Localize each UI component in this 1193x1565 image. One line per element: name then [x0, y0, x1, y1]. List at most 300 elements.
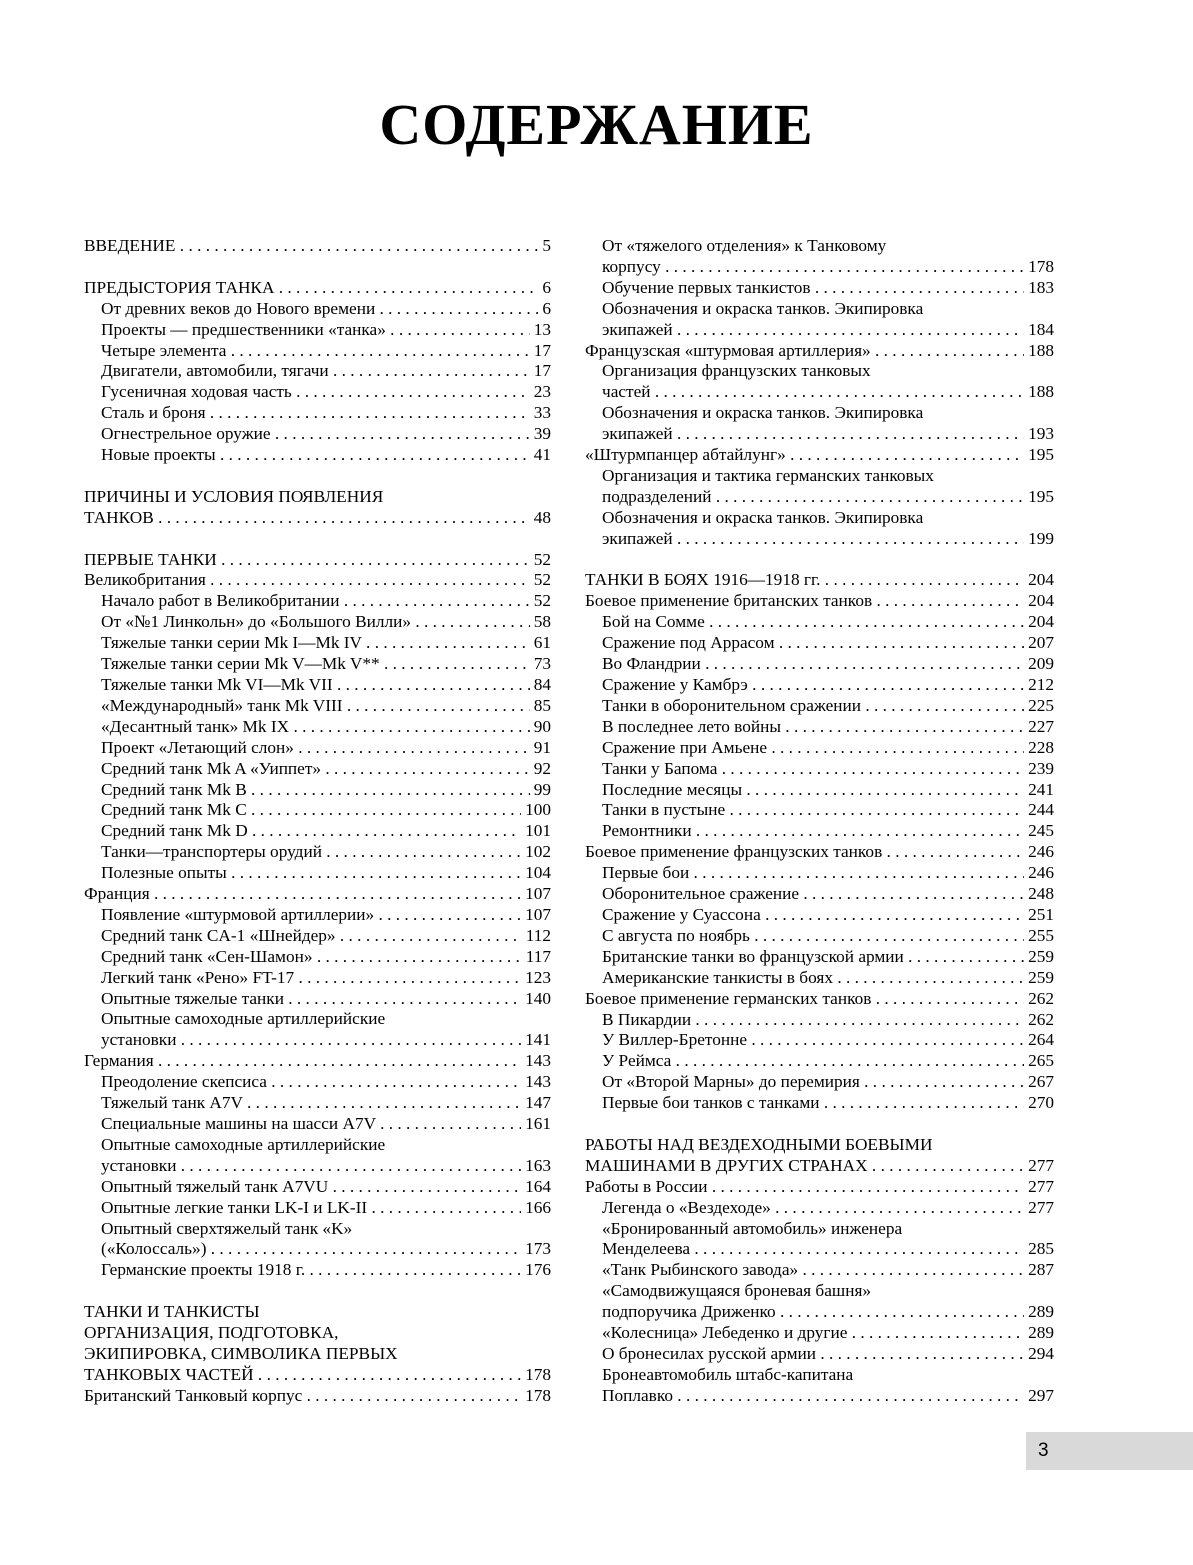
toc-subsection-entry[interactable]: [585, 487, 1054, 508]
toc-subsection-entry[interactable]: [84, 863, 551, 884]
toc-subsection-entry[interactable]: [84, 320, 551, 341]
toc-section-entry[interactable]: [585, 570, 1054, 591]
toc-section-entry[interactable]: [84, 1051, 551, 1072]
toc-entry-page: 161: [525, 1114, 551, 1134]
toc-subsection-entry[interactable]: [84, 842, 551, 863]
toc-subsection-entry[interactable]: [84, 968, 551, 989]
toc-subsection-entry[interactable]: [84, 926, 551, 947]
toc-entry-title: Сражение у Суассона . . .: [602, 905, 1024, 926]
toc-entry-title: В последнее лето войны . . .: [602, 717, 1024, 738]
toc-entry-title: Проект «Летающий слон» . . .: [101, 738, 530, 759]
toc-entry-page: 270: [1028, 1093, 1054, 1113]
toc-entry-title: подразделений . . .: [602, 487, 1024, 508]
toc-entry-page: 246: [1028, 863, 1054, 883]
toc-entry-page: 199: [1028, 528, 1054, 548]
toc-subsection-entry[interactable]: [585, 947, 1054, 968]
toc-subsection-entry[interactable]: [585, 1386, 1054, 1407]
toc-entry-title: Средний танк CA-1 «Шнейдер» . . .: [101, 926, 522, 947]
toc-subsection-entry[interactable]: [84, 633, 551, 654]
toc-subsection-entry[interactable]: [585, 424, 1054, 445]
toc-entry-title: От древних веков до Нового времени . . .: [101, 299, 538, 320]
section-spacer: [585, 1114, 1054, 1135]
toc-entry-page: 17: [533, 340, 551, 360]
toc-entry-title: Преодоление скепсиса . . .: [101, 1072, 521, 1093]
toc-entry-page: 204: [1028, 570, 1054, 590]
toc-entry-page: 52: [533, 549, 551, 569]
toc-entry-title: «Бронированный автомобиль» инженера: [602, 1218, 903, 1238]
toc-entry-page: 48: [533, 507, 551, 527]
toc-entry-page: 287: [1028, 1260, 1054, 1280]
toc-entry-page: 264: [1028, 1030, 1054, 1050]
toc-subsection-entry[interactable]: [585, 320, 1054, 341]
toc-subsection-entry[interactable]: [84, 780, 551, 801]
toc-entry-title: Опытный сверхтяжелый танк «K»: [101, 1218, 353, 1238]
toc-section-entry[interactable]: [585, 1156, 1054, 1177]
page-title: СОДЕРЖАНИЕ: [379, 92, 814, 157]
toc-entry-title: Сражение при Амьене . . .: [602, 738, 1024, 759]
toc-entry-page: 107: [525, 884, 551, 904]
toc-entry-title: Франция . . .: [84, 884, 521, 905]
toc-section-entry[interactable]: [84, 550, 551, 571]
toc-subsection-entry[interactable]: [84, 361, 551, 382]
toc-entry-title: «Десантный танк» Mk IX . . .: [101, 717, 530, 738]
toc-entry-page: 23: [533, 382, 551, 402]
toc-entry-page: 52: [533, 570, 551, 590]
toc-entry-title: Опытные тяжелые танки . . .: [101, 989, 521, 1010]
toc-entry-page: 251: [1028, 904, 1054, 924]
toc-section-entry[interactable]: [84, 508, 551, 529]
toc-entry-page: 207: [1028, 633, 1054, 653]
toc-subsection-entry[interactable]: [84, 717, 551, 738]
toc-subsection-entry[interactable]: [84, 738, 551, 759]
toc-entry-title: «Самодвижущаяся броневая башня»: [602, 1281, 872, 1301]
toc-subsection-entry[interactable]: [585, 382, 1054, 403]
toc-entry-title: ТАНКОВ . . .: [84, 508, 530, 529]
toc-subsection-entry[interactable]: [585, 654, 1054, 675]
toc-entry-title: От «№1 Линкольн» до «Большого Вилли» . . .: [101, 612, 530, 633]
toc-entry-title: Во Фландрии . . .: [602, 654, 1024, 675]
toc-entry-title: Бой на Сомме . . .: [602, 612, 1024, 633]
toc-entry-title: Средний танк Mk A «Уиппет» . . .: [101, 759, 530, 780]
section-spacer: [585, 550, 1054, 571]
toc-entry-title: Тяжелый танк A7V . . .: [101, 1093, 521, 1114]
toc-entry-title: Германские проекты 1918 г. . . .: [101, 1260, 521, 1281]
toc-entry-page: 99: [533, 779, 551, 799]
toc-entry-title: Боевое применение французских танков . . .: [585, 842, 1024, 863]
toc-subsection-entry[interactable]: [84, 905, 551, 926]
toc-entry-title: ТАНКОВЫХ ЧАСТЕЙ . . .: [84, 1365, 521, 1386]
toc-entry-page: 6: [542, 298, 551, 318]
toc-subsection-entry[interactable]: [585, 780, 1054, 801]
toc-entry-title: У Реймса . . .: [602, 1051, 1024, 1072]
toc-entry-page: 164: [525, 1176, 551, 1196]
toc-section-entry[interactable]: [585, 341, 1054, 362]
toc-subsection-entry[interactable]: [585, 466, 1054, 487]
toc-entry-page: 58: [533, 612, 551, 632]
toc-entry-title: Французская «штурмовая артиллерия» . . .: [585, 341, 1024, 362]
toc-entry-page: 90: [533, 716, 551, 736]
toc-entry-page: 225: [1028, 695, 1054, 715]
toc-entry-title: Великобритания . . .: [84, 570, 530, 591]
toc-entry-page: 102: [525, 842, 551, 862]
section-spacer: [84, 257, 551, 278]
toc-entry-title: Появление «штурмовой артиллерии» . . .: [101, 905, 521, 926]
toc-entry-title: Поплавко . . .: [602, 1386, 1024, 1407]
toc-subsection-entry[interactable]: [585, 508, 1054, 529]
toc-entry-title: ОРГАНИЗАЦИЯ, ПОДГОТОВКА,: [84, 1323, 339, 1343]
toc-entry-page: 209: [1028, 654, 1054, 674]
toc-entry-page: 195: [1028, 445, 1054, 465]
toc-entry-title: («Колоссаль») . . .: [101, 1239, 521, 1260]
toc-subsection-entry[interactable]: [585, 633, 1054, 654]
toc-entry-page: 193: [1028, 424, 1054, 444]
toc-entry-page: 259: [1028, 967, 1054, 987]
toc-subsection-entry[interactable]: [84, 675, 551, 696]
toc-section-entry[interactable]: [585, 591, 1054, 612]
toc-entry-page: 100: [525, 800, 551, 820]
toc-entry-title: Средний танк Mk C . . .: [101, 800, 521, 821]
toc-entry-title: Четыре элемента . . .: [101, 341, 530, 362]
toc-entry-title: Организация и тактика германских танковых: [602, 465, 934, 485]
toc-entry-page: 248: [1028, 884, 1054, 904]
toc-entry-page: 277: [1028, 1155, 1054, 1175]
toc-subsection-entry[interactable]: [585, 403, 1054, 424]
toc-section-entry[interactable]: [585, 1135, 1054, 1156]
toc-entry-page: 178: [525, 1364, 551, 1384]
toc-subsection-entry[interactable]: [84, 1177, 551, 1198]
toc-entry-title: Двигатели, автомобили, тягачи . . .: [101, 361, 530, 382]
page-number-box: [1026, 1432, 1193, 1470]
toc-entry-title: «Танк Рыбинского завода» . . .: [602, 1260, 1024, 1281]
toc-entry-page: 244: [1028, 800, 1054, 820]
toc-right-column: [585, 236, 1054, 1407]
toc-entry-title: Опытные легкие танки LK-I и LK-II . . .: [101, 1198, 521, 1219]
toc-entry-page: 184: [1028, 319, 1054, 339]
toc-entry-title: Гусеничная ходовая часть . . .: [101, 382, 530, 403]
toc-entry-page: 246: [1028, 842, 1054, 862]
toc-entry-title: Средний танк Mk B . . .: [101, 780, 530, 801]
toc-subsection-entry[interactable]: [585, 1365, 1054, 1386]
toc-entry-page: 277: [1028, 1197, 1054, 1217]
toc-entry-page: 183: [1028, 277, 1054, 297]
toc-entry-title: Тяжелые танки серии Mk I—Mk IV . . .: [101, 633, 530, 654]
toc-subsection-entry[interactable]: [585, 236, 1054, 257]
toc-subsection-entry[interactable]: [585, 905, 1054, 926]
toc-entry-title: Бронеавтомобиль штабс-капитана: [602, 1364, 854, 1384]
toc-entry-page: 140: [525, 988, 551, 1008]
toc-subsection-entry[interactable]: [585, 800, 1054, 821]
toc-entry-title: «Международный» танк Mk VIII . . .: [101, 696, 530, 717]
toc-subsection-entry[interactable]: [585, 759, 1054, 780]
toc-entry-page: 178: [525, 1385, 551, 1405]
toc-entry-page: 178: [1028, 256, 1054, 276]
toc-entry-page: 143: [525, 1051, 551, 1071]
toc-entry-title: С августа по ноябрь . . .: [602, 926, 1024, 947]
toc-subsection-entry[interactable]: [585, 1010, 1054, 1031]
toc-subsection-entry[interactable]: [585, 926, 1054, 947]
toc-entry-title: частей . . .: [602, 382, 1024, 403]
toc-subsection-entry[interactable]: [585, 675, 1054, 696]
section-spacer: [84, 466, 551, 487]
toc-subsection-entry[interactable]: [585, 1051, 1054, 1072]
toc-entry-page: 85: [533, 695, 551, 715]
toc-entry-page: 212: [1028, 675, 1054, 695]
toc-entry-title: Огнестрельное оружие . . .: [101, 424, 530, 445]
toc-subsection-entry[interactable]: [585, 738, 1054, 759]
toc-section-entry[interactable]: [585, 445, 1054, 466]
toc-section-entry[interactable]: [84, 570, 551, 591]
toc-subsection-entry[interactable]: [84, 1009, 551, 1030]
toc-subsection-entry[interactable]: [585, 717, 1054, 738]
toc-section-entry[interactable]: [84, 884, 551, 905]
toc-entry-page: 239: [1028, 758, 1054, 778]
toc-subsection-entry[interactable]: [84, 1239, 551, 1260]
toc-entry-page: 13: [533, 319, 551, 339]
toc-subsection-entry[interactable]: [84, 1156, 551, 1177]
toc-entry-title: Полезные опыты . . .: [101, 863, 521, 884]
toc-subsection-entry[interactable]: [84, 382, 551, 403]
toc-subsection-entry[interactable]: [84, 759, 551, 780]
toc-entry-page: 173: [525, 1239, 551, 1259]
toc-entry-page: 112: [525, 925, 551, 945]
toc-subsection-entry[interactable]: [585, 884, 1054, 905]
toc-entry-page: 6: [542, 277, 551, 297]
toc-entry-title: «Штурмпанцер абтайлунг» . . .: [585, 445, 1024, 466]
toc-entry-title: Легенда о «Вездеходе» . . .: [602, 1198, 1024, 1219]
page-number: 3: [1038, 1440, 1049, 1461]
toc-entry-title: Специальные машины на шасси A7V . . .: [101, 1114, 521, 1135]
toc-entry-title: ПЕРВЫЕ ТАНКИ . . .: [84, 550, 530, 571]
section-spacer: [84, 1281, 551, 1302]
toc-entry-title: ПРИЧИНЫ И УСЛОВИЯ ПОЯВЛЕНИЯ: [84, 486, 384, 506]
section-spacer: [84, 529, 551, 550]
toc-subsection-entry[interactable]: [585, 529, 1054, 550]
toc-entry-title: Сражение у Камбрэ . . .: [602, 675, 1024, 696]
toc-entry-page: 255: [1028, 925, 1054, 945]
toc-entry-title: Танки—транспортеры орудий . . .: [101, 842, 521, 863]
toc-subsection-entry[interactable]: [585, 1260, 1054, 1281]
toc-entry-page: 17: [533, 361, 551, 381]
toc-subsection-entry[interactable]: [84, 696, 551, 717]
toc-entry-title: установки . . .: [101, 1156, 521, 1177]
toc-entry-title: МАШИНАМИ В ДРУГИХ СТРАНАХ . . .: [585, 1156, 1024, 1177]
toc-subsection-entry[interactable]: [585, 612, 1054, 633]
toc-entry-page: 267: [1028, 1072, 1054, 1092]
toc-section-entry[interactable]: [84, 1323, 551, 1344]
toc-entry-title: Последние месяцы . . .: [602, 780, 1024, 801]
toc-entry-page: 163: [525, 1155, 551, 1175]
toc-subsection-entry[interactable]: [585, 696, 1054, 717]
toc-entry-page: 41: [533, 445, 551, 465]
toc-entry-page: 92: [533, 758, 551, 778]
toc-entry-page: 52: [533, 591, 551, 611]
toc-entry-title: ВВЕДЕНИЕ . . .: [84, 236, 538, 257]
toc-entry-title: ЭКИПИРОВКА, СИМВОЛИКА ПЕРВЫХ: [84, 1343, 398, 1363]
toc-entry-title: О бронесилах русской армии . . .: [602, 1344, 1024, 1365]
toc-entry-page: 294: [1028, 1344, 1054, 1363]
toc-entry-page: 101: [525, 821, 551, 841]
toc-entry-page: 289: [1028, 1302, 1054, 1322]
toc-subsection-entry[interactable]: [84, 1114, 551, 1135]
toc-entry-page: 262: [1028, 988, 1054, 1008]
toc-entry-title: От «Второй Марны» до перемирия . . .: [602, 1072, 1024, 1093]
toc-subsection-entry[interactable]: [84, 612, 551, 633]
toc-subsection-entry[interactable]: [84, 424, 551, 445]
toc-entry-page: 227: [1028, 716, 1054, 736]
toc-entry-title: Оборонительное сражение . . .: [602, 884, 1024, 905]
toc-section-entry[interactable]: [585, 989, 1054, 1010]
toc-entry-title: Проекты — предшественники «танка» . . .: [101, 320, 530, 341]
toc-subsection-entry[interactable]: [585, 1030, 1054, 1051]
toc-section-entry[interactable]: [585, 842, 1054, 863]
toc-subsection-entry[interactable]: [84, 1072, 551, 1093]
toc-entry-title: установки . . .: [101, 1030, 521, 1051]
toc-subsection-entry[interactable]: [585, 1302, 1054, 1323]
toc-subsection-entry[interactable]: [585, 1198, 1054, 1219]
toc-subsection-entry[interactable]: [585, 1239, 1054, 1260]
toc-entry-page: 204: [1028, 591, 1054, 611]
toc-entry-title: Сталь и броня . . .: [101, 403, 530, 424]
toc-entry-title: Танки у Бапома . . .: [602, 759, 1024, 780]
toc-entry-title: «Колесница» Лебеденко и другие . . .: [602, 1323, 1024, 1344]
toc-entry-title: Тяжелые танки Mk VI—Mk VII . . .: [101, 675, 530, 696]
toc-section-entry[interactable]: [84, 1386, 551, 1407]
toc-subsection-entry[interactable]: [84, 1219, 551, 1240]
toc-entry-page: 259: [1028, 946, 1054, 966]
toc-entry-title: Средний танк Mk D . . .: [101, 821, 521, 842]
toc-entry-page: 104: [525, 863, 551, 883]
toc-entry-title: экипажей . . .: [602, 529, 1024, 550]
toc-entry-page: 33: [533, 403, 551, 423]
toc-subsection-entry[interactable]: [84, 445, 551, 466]
toc-entry-page: 188: [1028, 340, 1054, 360]
toc-entry-page: 277: [1028, 1176, 1054, 1196]
toc-entry-title: РАБОТЫ НАД ВЕЗДЕХОДНЫМИ БОЕВЫМИ: [585, 1134, 933, 1154]
toc-subsection-entry[interactable]: [84, 821, 551, 842]
toc-entry-title: Тяжелые танки серии Mk V—Mk V** . . .: [101, 654, 530, 675]
toc-entry-page: 265: [1028, 1051, 1054, 1071]
toc-subsection-entry[interactable]: [585, 1072, 1054, 1093]
toc-entry-title: ПРЕДЫСТОРИЯ ТАНКА . . .: [84, 278, 538, 299]
toc-entry-page: 289: [1028, 1323, 1054, 1343]
toc-entry-title: Обучение первых танкистов . . .: [602, 278, 1024, 299]
toc-subsection-entry[interactable]: [84, 1093, 551, 1114]
toc-subsection-entry[interactable]: [585, 1344, 1054, 1365]
toc-entry-page: 285: [1028, 1239, 1054, 1259]
toc-entry-title: Обозначения и окраска танков. Экипировка: [602, 298, 924, 318]
toc-subsection-entry[interactable]: [585, 1281, 1054, 1302]
toc-subsection-entry[interactable]: [84, 403, 551, 424]
toc-subsection-entry[interactable]: [84, 947, 551, 968]
toc-entry-title: Новые проекты . . .: [101, 445, 530, 466]
toc-entry-title: Средний танк «Сен-Шамон» . . .: [101, 947, 522, 968]
toc-entry-title: Германия . . .: [84, 1051, 521, 1072]
toc-entry-title: экипажей . . .: [602, 320, 1024, 341]
toc-entry-title: подпоручика Дриженко . . .: [602, 1302, 1024, 1323]
toc-entry-title: Боевое применение германских танков . . .: [585, 989, 1024, 1010]
toc-entry-page: 123: [525, 967, 551, 987]
toc-subsection-entry[interactable]: [585, 361, 1054, 382]
toc-entry-page: 143: [525, 1072, 551, 1092]
toc-subsection-entry[interactable]: [84, 1135, 551, 1156]
toc-entry-title: экипажей . . .: [602, 424, 1024, 445]
toc-entry-title: У Виллер-Бретонне . . .: [602, 1030, 1024, 1051]
toc-subsection-entry[interactable]: [585, 863, 1054, 884]
toc-subsection-entry[interactable]: [585, 1323, 1054, 1344]
toc-entry-title: Сражение под Аррасом . . .: [602, 633, 1024, 654]
toc-subsection-entry[interactable]: [84, 591, 551, 612]
toc-subsection-entry[interactable]: [84, 1260, 551, 1281]
toc-entry-title: корпусу . . .: [602, 257, 1024, 278]
toc-subsection-entry[interactable]: [585, 1219, 1054, 1240]
toc-entry-title: Легкий танк «Рено» FT-17 . . .: [101, 968, 521, 989]
toc-entry-page: 188: [1028, 382, 1054, 402]
toc-subsection-entry[interactable]: [84, 654, 551, 675]
toc-subsection-entry[interactable]: [84, 1198, 551, 1219]
toc-entry-page: 166: [525, 1197, 551, 1217]
toc-subsection-entry[interactable]: [585, 1093, 1054, 1114]
toc-subsection-entry[interactable]: [585, 257, 1054, 278]
toc-entry-page: 141: [525, 1030, 551, 1050]
toc-entry-title: Танки в пустыне . . .: [602, 800, 1024, 821]
toc-subsection-entry[interactable]: [84, 800, 551, 821]
toc-entry-page: 107: [525, 904, 551, 924]
toc-subsection-entry[interactable]: [84, 1030, 551, 1051]
toc-entry-title: Организация французских танковых: [602, 361, 871, 381]
toc-entry-page: 195: [1028, 486, 1054, 506]
toc-left-column: [84, 236, 551, 1407]
toc-entry-title: Ремонтники . . .: [602, 821, 1024, 842]
toc-subsection-entry[interactable]: [84, 989, 551, 1010]
toc-entry-title: Британские танки во французской армии . . .: [602, 947, 1024, 968]
toc-entry-page: 73: [533, 654, 551, 674]
toc-entry-title: Опытные самоходные артиллерийские: [101, 1009, 386, 1029]
toc-subsection-entry[interactable]: [585, 968, 1054, 989]
toc-section-entry[interactable]: [84, 236, 551, 257]
toc-subsection-entry[interactable]: [585, 821, 1054, 842]
toc-entry-title: Работы в России . . .: [585, 1177, 1024, 1198]
toc-entry-title: ТАНКИ В БОЯХ 1916—1918 гг. . . .: [585, 570, 1024, 591]
toc-entry-title: Британский Танковый корпус . . .: [84, 1386, 521, 1407]
toc-entry-title: Первые бои танков с танками . . .: [602, 1093, 1024, 1114]
toc-subsection-entry[interactable]: [84, 341, 551, 362]
toc-entry-page: 84: [533, 674, 551, 694]
toc-subsection-entry[interactable]: [585, 299, 1054, 320]
toc-entry-page: 241: [1028, 779, 1054, 799]
toc-entry-title: Американские танкисты в боях . . .: [602, 968, 1024, 989]
toc-subsection-entry[interactable]: [84, 299, 551, 320]
toc-section-entry[interactable]: [84, 278, 551, 299]
toc-entry-title: ТАНКИ И ТАНКИСТЫ: [84, 1302, 260, 1322]
toc-entry-page: 297: [1028, 1385, 1054, 1405]
toc-entry-title: Танки в оборонительном сражении . . .: [602, 696, 1024, 717]
toc-entry-title: Опытные самоходные артиллерийские: [101, 1134, 386, 1154]
toc-subsection-entry[interactable]: [585, 278, 1054, 299]
toc-entry-title: Менделеева . . .: [602, 1239, 1024, 1260]
toc-entry-page: 204: [1028, 612, 1054, 632]
toc-section-entry[interactable]: [84, 1302, 551, 1323]
toc-entry-page: 39: [533, 424, 551, 444]
toc-section-entry[interactable]: [84, 1344, 551, 1365]
toc-section-entry[interactable]: [84, 487, 551, 508]
toc-entry-title: От «тяжелого отделения» к Танковому: [602, 236, 887, 255]
toc-section-entry[interactable]: [84, 1365, 551, 1386]
toc-entry-title: Боевое применение британских танков . . .: [585, 591, 1024, 612]
toc-entry-page: 61: [533, 633, 551, 653]
toc-section-entry[interactable]: [585, 1177, 1054, 1198]
toc-entry-title: Обозначения и окраска танков. Экипировка: [602, 403, 924, 423]
toc-entry-title: В Пикардии . . .: [602, 1010, 1024, 1031]
